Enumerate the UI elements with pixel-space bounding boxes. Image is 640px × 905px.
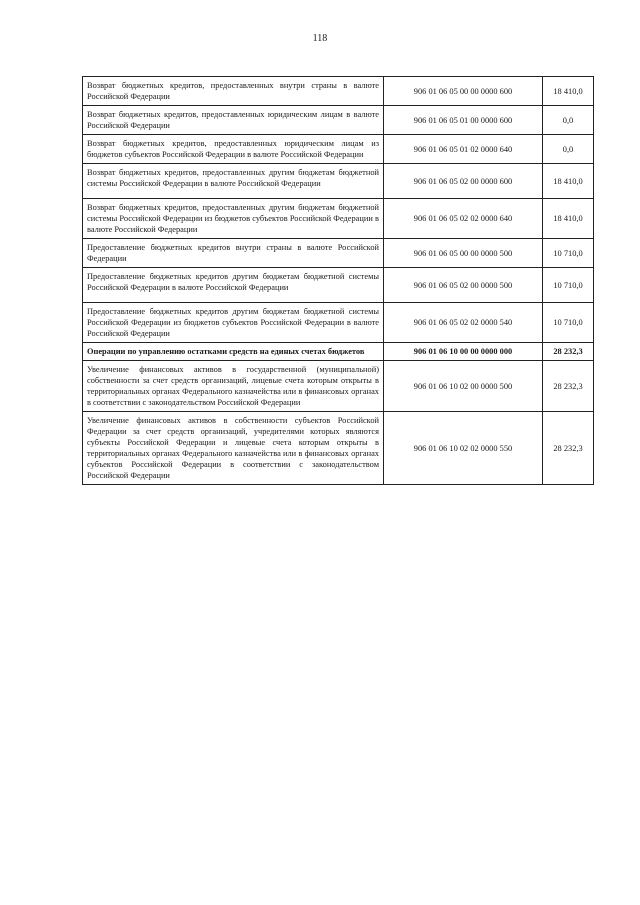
table-row — [83, 199, 594, 239]
table-row — [83, 268, 594, 303]
row-amount-cell: 18 410,0 — [543, 164, 594, 199]
table-row — [83, 412, 594, 485]
row-amount-cell: 28 232,3 — [543, 412, 594, 485]
table-row — [83, 239, 594, 268]
row-name-cell: Возврат бюджетных кредитов, предоставленных внутри страны в валюте Российской Федерации — [83, 77, 384, 106]
row-amount-cell: 10 710,0 — [543, 268, 594, 303]
row-amount-cell: 10 710,0 — [543, 303, 594, 343]
row-code-cell: 906 01 06 05 02 00 0000 500 — [384, 268, 543, 303]
row-amount-cell: 18 410,0 — [543, 77, 594, 106]
row-code-cell: 906 01 06 05 02 00 0000 600 — [384, 164, 543, 199]
row-amount-cell: 28 232,3 — [543, 343, 594, 361]
row-code-cell: 906 01 06 10 02 00 0000 500 — [384, 361, 543, 412]
table-row — [83, 361, 594, 412]
table-row — [83, 164, 594, 199]
table-row — [83, 303, 594, 343]
row-code-cell: 906 01 06 05 01 02 0000 640 — [384, 135, 543, 164]
row-amount-cell: 0,0 — [543, 135, 594, 164]
row-amount-cell: 18 410,0 — [543, 199, 594, 239]
row-code-cell: 906 01 06 10 00 00 0000 000 — [384, 343, 543, 361]
row-name-cell: Возврат бюджетных кредитов, предоставленных другим бюджетам бюджетной системы Российской Федерации из бюджетов субъектов Российской Федерации в валюте Российской Федерации — [83, 199, 384, 239]
row-name-cell: Возврат бюджетных кредитов, предоставленных юридическим лицам в валюте Российской Федерации — [83, 106, 384, 135]
row-name-cell: Увеличение финансовых активов в государственной (муниципальной) собственности за счет средств организаций, лицевые счета которым открыты в территориальных органах Федерального казначейства или в финансовых органах в соответствии с законодательством Российской Федерации — [83, 361, 384, 412]
row-code-cell: 906 01 06 05 00 00 0000 500 — [384, 239, 543, 268]
table-row — [83, 135, 594, 164]
table-body — [83, 77, 594, 485]
row-name-cell: Предоставление бюджетных кредитов другим бюджетам бюджетной системы Российской Федерации в валюте Российской Федерации — [83, 268, 384, 303]
row-name-cell: Операции по управлению остатками средств на единых счетах бюджетов — [83, 343, 384, 361]
row-name-cell: Предоставление бюджетных кредитов внутри страны в валюте Российской Федерации — [83, 239, 384, 268]
row-name-cell: Возврат бюджетных кредитов, предоставленных юридическим лицам из бюджетов субъектов Российской Федерации в валюте Российской Федерации — [83, 135, 384, 164]
budget-sources-table — [82, 76, 594, 485]
row-code-cell: 906 01 06 05 02 02 0000 640 — [384, 199, 543, 239]
table-row — [83, 106, 594, 135]
row-code-cell: 906 01 06 05 01 00 0000 600 — [384, 106, 543, 135]
row-name-cell: Возврат бюджетных кредитов, предоставленных другим бюджетам бюджетной системы Российской Федерации в валюте Российской Федерации — [83, 164, 384, 199]
table-row — [83, 343, 594, 361]
row-amount-cell: 0,0 — [543, 106, 594, 135]
row-code-cell: 906 01 06 05 02 02 0000 540 — [384, 303, 543, 343]
row-name-cell: Увеличение финансовых активов в собственности субъектов Российской Федерации за счет средств организаций, учредителями которых являются субъекты Российской Федерации и лицевые счета которым открыты в территориальных органах Федерального казначейства или в финансовых органах субъектов Российской Федерации в соответствии с законодательством Российской Федерации — [83, 412, 384, 485]
page-number: 118 — [312, 33, 328, 44]
row-amount-cell: 10 710,0 — [543, 239, 594, 268]
row-amount-cell: 28 232,3 — [543, 361, 594, 412]
row-code-cell: 906 01 06 05 00 00 0000 600 — [384, 77, 543, 106]
row-name-cell: Предоставление бюджетных кредитов другим бюджетам бюджетной системы Российской Федерации из бюджетов субъектов Российской Федерации в валюте Российской Федерации — [83, 303, 384, 343]
table-row — [83, 77, 594, 106]
row-code-cell: 906 01 06 10 02 02 0000 550 — [384, 412, 543, 485]
